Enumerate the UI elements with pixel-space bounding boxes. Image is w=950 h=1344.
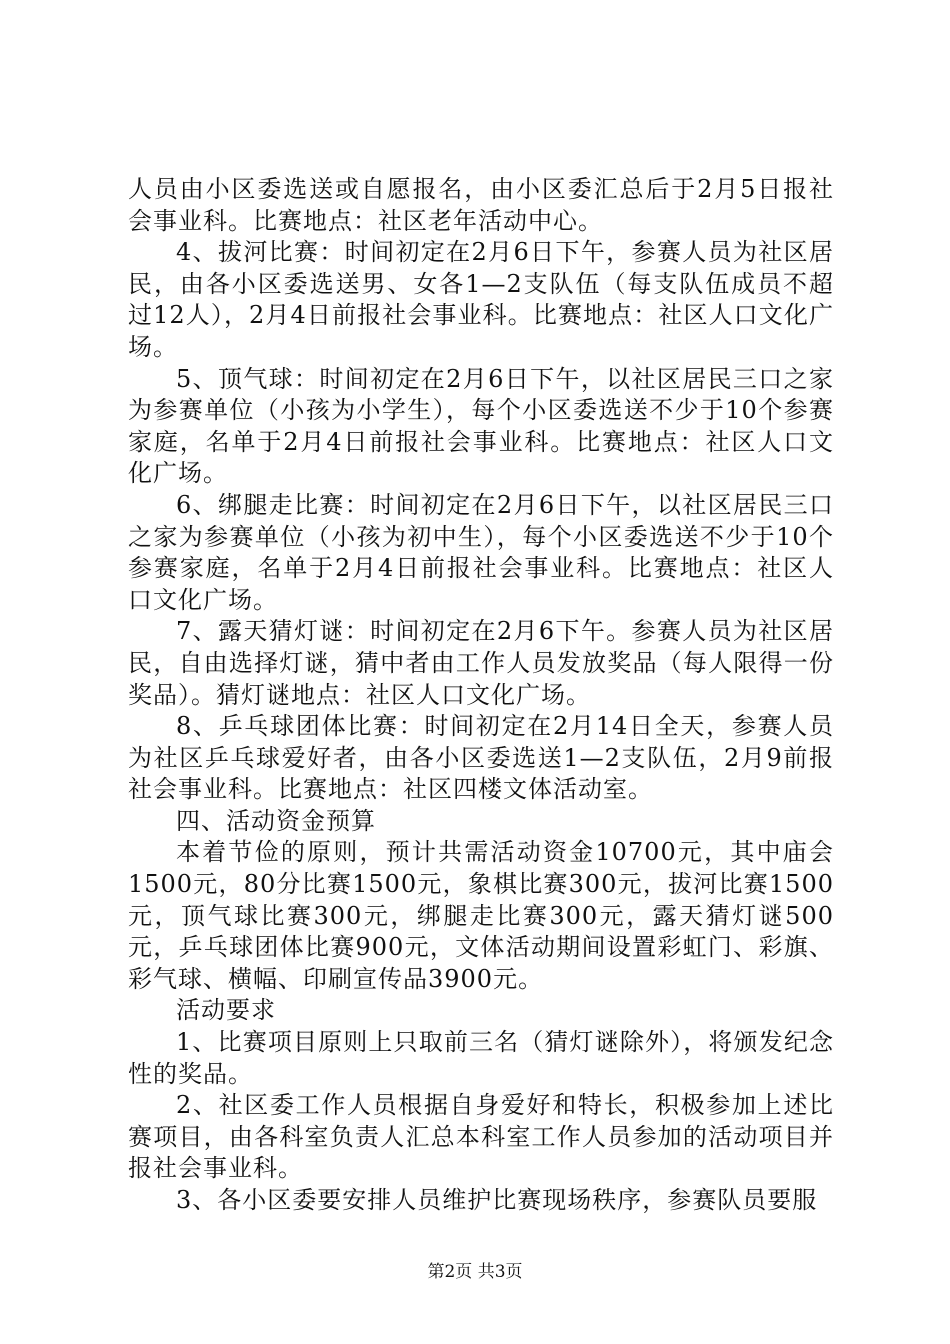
paragraph: 5、顶气球：时间初定在2月6日下午，以社区居民三口之家为参赛单位（小孩为小学生），每个小区委选送不少于10个参赛家庭，名单于2月4日前报社会事业科。比赛地点：社区人口文化广场。 xyxy=(128,364,834,488)
document-body xyxy=(128,174,834,1217)
paragraph: 人员由小区委选送或自愿报名，由小区委汇总后于2月5日报社会事业科。比赛地点：社区老年活动中心。 xyxy=(128,175,834,235)
paragraph: 本着节俭的原则，预计共需活动资金10700元，其中庙会1500元，80分比赛1500元，象棋比赛300元，拔河比赛1500元，顶气球比赛300元，绑腿走比赛300元，露天猜灯谜500元，乒乓球团体比赛900元，文体活动期间设置彩虹门、彩旗、彩气球、横幅、印刷宣传品3900元。 xyxy=(128,838,834,993)
section-heading: 活动要求 xyxy=(176,996,276,1025)
paragraph: 2、社区委工作人员根据自身爱好和特长，积极参加上述比赛项目，由各科室负责人汇总本科室工作人员参加的活动项目并报社会事业科。 xyxy=(128,1091,834,1183)
paragraph: 8、乒乓球团体比赛：时间初定在2月14日全天，参赛人员为社区乒乓球爱好者，由各小区委选送1—2支队伍，2月9前报社会事业科。比赛地点：社区四楼文体活动室。 xyxy=(128,712,834,804)
paragraph: 6、绑腿走比赛：时间初定在2月6日下午，以社区居民三口之家为参赛单位（小孩为初中生），每个小区委选送不少于10个参赛家庭，名单于2月4日前报社会事业科。比赛地点：社区人口文化广场。 xyxy=(128,490,834,614)
paragraph: 3、各小区委要安排人员维护比赛现场秩序，参赛队员要服 xyxy=(176,1186,818,1214)
section-heading: 四、活动资金预算 xyxy=(176,806,376,835)
paragraph: 1、比赛项目原则上只取前三名（猜灯谜除外），将颁发纪念性的奖品。 xyxy=(128,1028,834,1088)
page-footer: 第2页 共3页 xyxy=(427,1262,523,1282)
paragraph: 4、拔河比赛：时间初定在2月6日下午，参赛人员为社区居民，由各小区委选送男、女各1—2支队伍（每支队伍成员不超过12人），2月4日前报社会事业科。比赛地点：社区人口文化广场。 xyxy=(128,238,834,361)
paragraph: 7、露天猜灯谜：时间初定在2月6下午。参赛人员为社区居民，自由选择灯谜，猜中者由工作人员发放奖品（每人限得一份奖品）。猜灯谜地点：社区人口文化广场。 xyxy=(128,617,834,709)
